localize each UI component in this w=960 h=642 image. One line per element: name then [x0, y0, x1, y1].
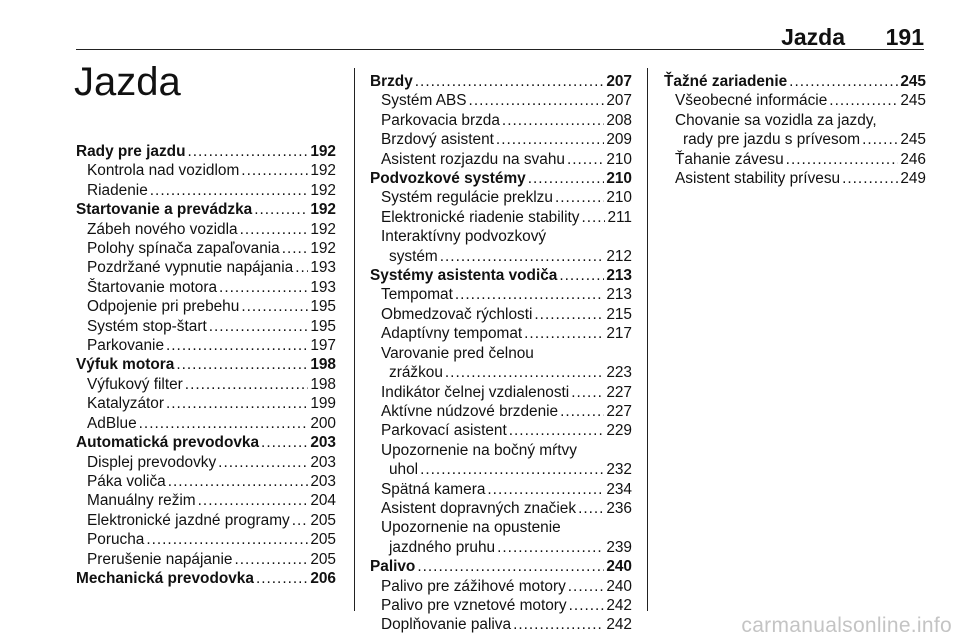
entry-page-number: 245 — [900, 131, 926, 149]
dot-leader — [496, 130, 604, 149]
entry-page-number: 236 — [606, 499, 632, 517]
dot-leader — [440, 247, 605, 266]
section-title: Rady pre jazdu — [76, 143, 186, 160]
dot-leader — [261, 433, 308, 452]
entry-page-number: 205 — [310, 511, 336, 529]
entry-page-number: 195 — [310, 317, 336, 335]
entry-page-number: 245 — [900, 92, 926, 110]
dot-leader — [256, 569, 308, 588]
dot-leader — [534, 305, 604, 324]
toc-entry[interactable] — [76, 414, 336, 433]
entry-page-number: 203 — [310, 453, 336, 471]
dot-leader — [524, 324, 604, 343]
entry-title: Pozdržané vypnutie napájania — [87, 259, 294, 277]
dot-leader — [176, 355, 308, 374]
toc-entry[interactable] — [76, 181, 336, 200]
toc-entry[interactable] — [370, 577, 632, 596]
dot-leader — [569, 596, 605, 615]
watermark: carmanualsonline.info — [741, 614, 952, 637]
dot-leader — [567, 150, 604, 169]
section-title: Podvozkové systémy — [370, 170, 526, 188]
entry-page-number: 200 — [310, 414, 336, 432]
dot-leader — [786, 150, 899, 169]
toc-entry[interactable] — [76, 258, 336, 277]
toc-entry[interactable] — [370, 285, 632, 304]
toc-entry[interactable] — [370, 111, 632, 130]
entry-page-number: 208 — [606, 111, 632, 129]
entry-title: Všeobecné informácie — [675, 92, 828, 110]
dot-leader — [187, 142, 308, 161]
dot-leader — [146, 530, 308, 549]
section-page-number: 213 — [606, 267, 632, 285]
entry-title: Indikátor čelnej vzdialenosti — [381, 383, 570, 401]
entry-page-number: 242 — [606, 616, 632, 634]
entry-title: Parkovacia brzda — [381, 111, 500, 129]
entry-page-number: 193 — [310, 259, 336, 277]
toc-entry[interactable] — [76, 336, 336, 355]
entry-title: Parkovanie — [87, 337, 164, 355]
entry-page-number: 205 — [310, 550, 336, 568]
entry-page-number: 239 — [606, 538, 632, 556]
toc-section — [664, 72, 926, 188]
entry-page-number: 203 — [310, 472, 336, 490]
section-title: Výfuk motora — [76, 356, 175, 374]
section-title: Startovanie a prevádzka — [76, 201, 253, 219]
dot-leader — [282, 239, 309, 258]
entry-title: Páka voliča — [87, 472, 166, 490]
entry-page-number: 209 — [606, 131, 632, 149]
entry-title: Porucha — [87, 531, 145, 549]
toc-entry-first-line[interactable]: Chovanie sa vozidla za jazdy, — [675, 111, 877, 129]
entry-title: Palivo pre zážihové motory — [381, 577, 566, 595]
toc-section — [370, 72, 632, 169]
entry-page-number: 212 — [606, 247, 632, 265]
entry-page-number: 210 — [606, 150, 632, 168]
entry-page-number: 210 — [606, 189, 632, 207]
entry-page-number: 192 — [310, 181, 336, 199]
section-title: Ťažné zariadenie — [664, 73, 788, 90]
entry-page-number: 198 — [310, 375, 336, 393]
entry-page-number: 207 — [606, 92, 632, 110]
dot-leader — [560, 402, 604, 421]
toc-entry[interactable] — [370, 538, 632, 557]
toc-entry[interactable] — [76, 472, 336, 491]
entry-title: Manuálny režim — [87, 492, 196, 510]
dot-leader — [168, 472, 309, 491]
dot-leader — [218, 453, 308, 472]
toc-section — [76, 569, 336, 588]
entry-page-number: 211 — [607, 208, 632, 226]
dot-leader — [445, 363, 604, 382]
toc-entry[interactable] — [370, 130, 632, 149]
entry-title: jazdného pruhu — [389, 538, 496, 556]
toc-column-3 — [664, 72, 926, 188]
toc-section-entry[interactable] — [664, 72, 926, 91]
dot-leader — [254, 200, 308, 219]
toc-section-entry[interactable] — [370, 169, 632, 188]
running-header-title: Jazda — [781, 24, 845, 50]
toc-section — [76, 142, 336, 200]
entry-page-number: 217 — [606, 325, 632, 343]
entry-page-number: 229 — [606, 422, 632, 440]
section-page-number: 192 — [310, 143, 336, 160]
entry-title: uhol — [389, 461, 419, 479]
toc-entry[interactable] — [76, 491, 336, 510]
entry-title: AdBlue — [87, 414, 137, 432]
dot-leader — [509, 421, 605, 440]
toc-entry[interactable] — [370, 150, 632, 169]
section-title: Palivo — [370, 558, 416, 576]
entry-page-number: 195 — [310, 298, 336, 316]
dot-leader — [166, 394, 308, 413]
dot-leader — [219, 278, 308, 297]
section-title: Mechanická prevodovka — [76, 569, 254, 587]
toc-section-entry[interactable] — [370, 557, 632, 576]
toc-entry[interactable] — [76, 511, 336, 530]
entry-page-number: 232 — [606, 461, 632, 479]
dot-leader — [528, 169, 605, 188]
entry-title: Systém regulácie preklzu — [381, 189, 553, 207]
entry-page-number: 240 — [606, 577, 632, 595]
toc-column-2 — [370, 72, 632, 635]
entry-title: Displej prevodovky — [87, 453, 217, 471]
dot-leader — [234, 550, 308, 569]
section-title: Brzdy — [370, 73, 413, 90]
toc-entry[interactable] — [370, 480, 632, 499]
entry-page-number: 204 — [310, 492, 336, 510]
toc-entry[interactable] — [76, 394, 336, 413]
entry-title: Asistent dopravných značiek — [381, 499, 577, 517]
section-page-number: 245 — [900, 73, 926, 90]
dot-leader — [559, 266, 604, 285]
entry-title: Riadenie — [87, 181, 148, 199]
entry-title: Prerušenie napájanie — [87, 550, 233, 568]
toc-section-entry[interactable] — [370, 72, 632, 91]
dot-leader — [502, 111, 604, 130]
toc-entry[interactable] — [370, 208, 632, 227]
toc-section — [370, 169, 632, 266]
toc-section — [76, 433, 336, 569]
entry-title: Palivo pre vznetové motory — [381, 596, 567, 614]
entry-page-number: 246 — [900, 150, 926, 168]
entry-title: Odpojenie pri prebehu — [87, 298, 240, 316]
section-page-number: 203 — [310, 434, 336, 452]
page-number: 191 — [885, 24, 924, 50]
dot-leader — [862, 130, 898, 149]
toc-entry[interactable] — [370, 247, 632, 266]
entry-title: Asistent stability prívesu — [675, 170, 841, 188]
toc-entry[interactable] — [664, 130, 926, 149]
toc-entry[interactable] — [76, 530, 336, 549]
dot-leader — [166, 336, 308, 355]
entry-title: Katalyzátor — [87, 395, 164, 413]
dot-leader — [513, 615, 604, 634]
toc-section-entry[interactable] — [76, 355, 336, 374]
toc-entry[interactable] — [664, 169, 926, 188]
entry-title: Výfukový filter — [87, 375, 183, 393]
toc-entry[interactable] — [370, 324, 632, 343]
entry-page-number: 234 — [606, 480, 632, 498]
header-rule — [76, 49, 924, 50]
dot-leader — [455, 285, 604, 304]
toc-entry-first-line[interactable]: Upozornenie na bočný mŕtvy — [381, 441, 577, 459]
toc-entry[interactable] — [370, 363, 632, 382]
toc-entry[interactable] — [370, 402, 632, 421]
entry-title: Parkovací asistent — [381, 422, 507, 440]
toc-section — [370, 266, 632, 557]
dot-leader — [581, 208, 605, 227]
dot-leader — [150, 181, 309, 200]
dot-leader — [789, 72, 898, 91]
dot-leader — [420, 460, 604, 479]
entry-title: Kontrola nad vozidlom — [87, 162, 240, 180]
toc-section — [76, 200, 336, 355]
toc-entry[interactable] — [76, 239, 336, 258]
entry-title: Adaptívny tempomat — [381, 325, 523, 343]
dot-leader — [241, 161, 308, 180]
section-page-number: 210 — [606, 170, 632, 188]
dot-leader — [209, 317, 309, 336]
dot-leader — [469, 91, 605, 110]
toc-section — [370, 557, 632, 635]
entry-page-number: 193 — [310, 278, 336, 296]
entry-page-number: 199 — [310, 395, 336, 413]
toc-entry[interactable] — [76, 297, 336, 316]
toc-entry[interactable] — [370, 305, 632, 324]
entry-title: zrážkou — [389, 364, 443, 382]
entry-page-number: 227 — [606, 383, 632, 401]
dot-leader — [842, 169, 898, 188]
dot-leader — [292, 511, 309, 530]
entry-title: Spätná kamera — [381, 480, 486, 498]
toc-section — [76, 355, 336, 433]
entry-page-number: 215 — [606, 305, 632, 323]
toc-column-1 — [76, 142, 336, 588]
dot-leader — [240, 220, 309, 239]
toc-entry[interactable] — [76, 161, 336, 180]
entry-title: Elektronické jazdné programy — [87, 511, 290, 529]
entry-title: Tempomat — [381, 286, 453, 304]
dot-leader — [295, 258, 308, 277]
toc-entry[interactable] — [76, 278, 336, 297]
toc-entry[interactable] — [370, 91, 632, 110]
toc-entry[interactable] — [76, 550, 336, 569]
toc-entry[interactable] — [370, 499, 632, 518]
section-page-number: 192 — [310, 201, 336, 219]
entry-title: Polohy spínača zapaľovania — [87, 240, 280, 258]
toc-section-entry[interactable] — [76, 200, 336, 219]
dot-leader — [578, 499, 604, 518]
toc-entry[interactable] — [76, 375, 336, 394]
section-page-number: 207 — [606, 73, 632, 90]
toc-entry[interactable] — [76, 220, 336, 239]
dot-leader — [555, 188, 604, 207]
toc-entry[interactable] — [370, 383, 632, 402]
toc-section-entry[interactable] — [76, 142, 336, 161]
entry-page-number: 223 — [606, 364, 632, 382]
toc-entry[interactable] — [370, 421, 632, 440]
entry-title: systém — [389, 247, 438, 265]
dot-leader — [568, 577, 605, 596]
toc-section-entry[interactable] — [76, 433, 336, 452]
dot-leader — [829, 91, 898, 110]
entry-title: Brzdový asistent — [381, 131, 494, 149]
entry-page-number: 227 — [606, 402, 632, 420]
entry-page-number: 213 — [606, 286, 632, 304]
dot-leader — [487, 480, 604, 499]
toc-entry[interactable] — [76, 317, 336, 336]
entry-title: Zábeh nového vozidla — [87, 220, 238, 238]
entry-title: Ťahanie závesu — [675, 150, 784, 168]
entry-page-number: 192 — [310, 240, 336, 258]
entry-page-number: 242 — [606, 596, 632, 614]
toc-entry[interactable] — [664, 91, 926, 110]
section-page-number: 240 — [606, 558, 632, 576]
section-title: Automatická prevodovka — [76, 434, 260, 452]
toc-entry[interactable] — [370, 615, 632, 634]
dot-leader — [497, 538, 604, 557]
toc-entry[interactable] — [370, 460, 632, 479]
entry-page-number: 192 — [310, 162, 336, 180]
dot-leader — [241, 297, 308, 316]
entry-title: Štartovanie motora — [87, 278, 218, 296]
entry-title: Systém ABS — [381, 92, 467, 110]
toc-entry[interactable] — [664, 150, 926, 169]
column-divider — [647, 68, 648, 611]
entry-title: Obmedzovač rýchlosti — [381, 305, 533, 323]
entry-title: Asistent rozjazdu na svahu — [381, 150, 565, 168]
entry-title: rady pre jazdu s prívesom — [683, 131, 861, 149]
toc-section-entry[interactable] — [370, 266, 632, 285]
entry-page-number: 192 — [310, 220, 336, 238]
dot-leader — [139, 414, 309, 433]
entry-title: Elektronické riadenie stability — [381, 208, 580, 226]
dot-leader — [415, 72, 605, 91]
column-divider — [354, 68, 355, 611]
dot-leader — [185, 375, 309, 394]
entry-title: Doplňovanie paliva — [381, 616, 512, 634]
entry-title: Systém stop-štart — [87, 317, 207, 335]
dot-leader — [417, 557, 604, 576]
toc-entry-first-line[interactable]: Interaktívny podvozkový — [381, 228, 547, 246]
page-header — [0, 0, 960, 50]
section-page-number: 198 — [310, 356, 336, 374]
toc-entry[interactable] — [76, 453, 336, 472]
dot-leader — [198, 491, 309, 510]
section-title: Systémy asistenta vodiča — [370, 267, 558, 285]
toc-section-entry[interactable] — [76, 569, 336, 588]
dot-leader — [571, 383, 604, 402]
toc-entry-first-line[interactable]: Upozornenie na opustenie — [381, 519, 561, 537]
entry-page-number: 249 — [900, 170, 926, 188]
toc-entry-first-line[interactable]: Varovanie pred čelnou — [381, 344, 534, 362]
entry-title: Aktívne núdzové brzdenie — [381, 402, 559, 420]
toc-entry[interactable] — [370, 596, 632, 615]
section-page-number: 206 — [310, 569, 336, 587]
entry-page-number: 197 — [310, 337, 336, 355]
chapter-title: Jazda — [74, 60, 181, 104]
toc-entry[interactable] — [370, 188, 632, 207]
entry-page-number: 205 — [310, 531, 336, 549]
